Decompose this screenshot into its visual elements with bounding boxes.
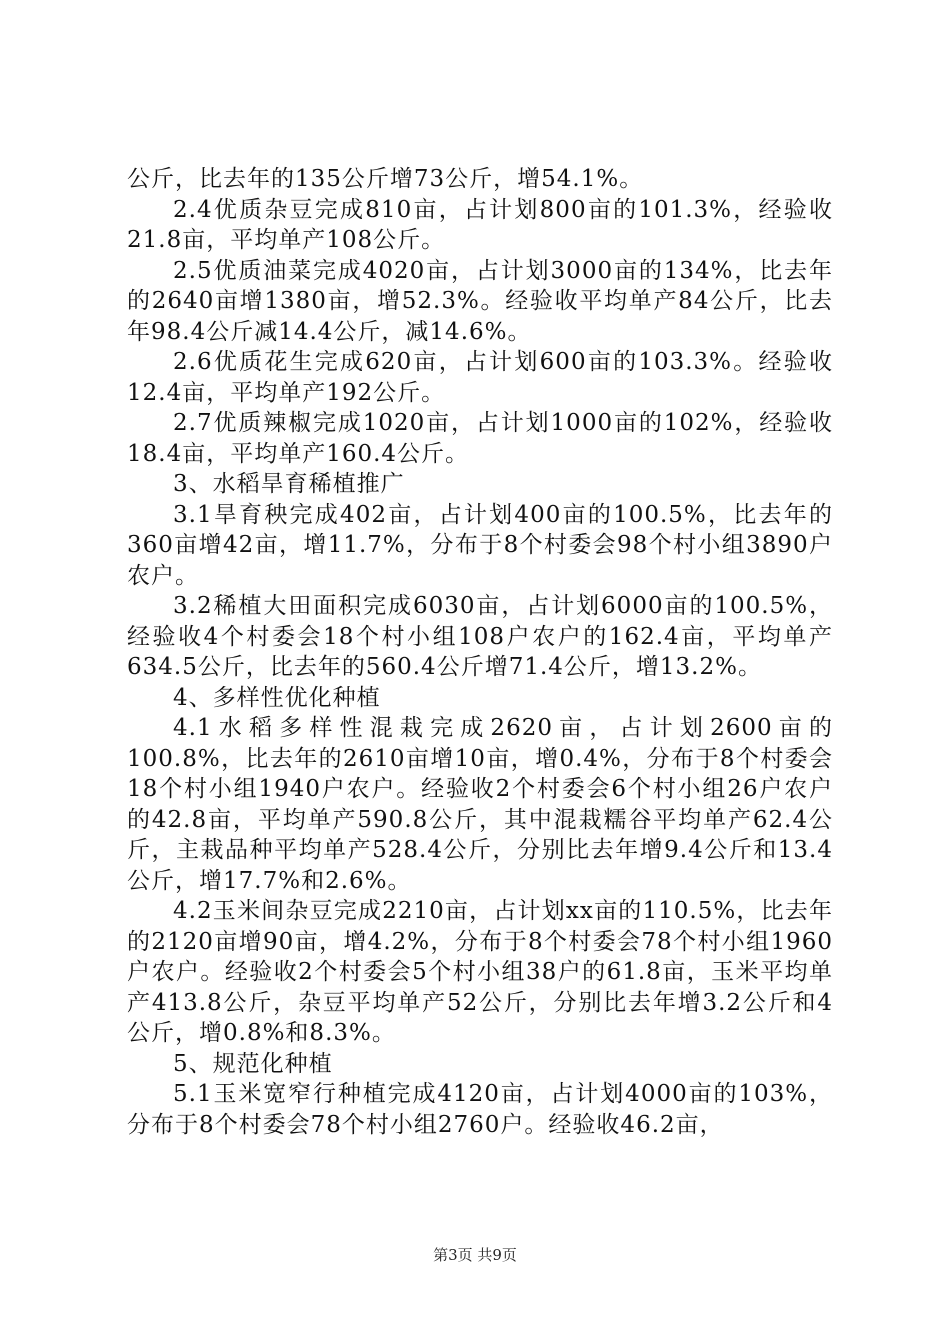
paragraph: 公斤，比去年的135公斤增73公斤，增54.1%。 bbox=[127, 166, 644, 192]
paragraph: 2.4优质杂豆完成810亩，占计划800亩的101.3%，经验收21.8亩，平均单产108公斤。 bbox=[127, 196, 833, 253]
paragraph: 2.7优质辣椒完成1020亩，占计划1000亩的102%，经验收18.4亩，平均单产160.4公斤。 bbox=[127, 410, 833, 467]
paragraph: 3.1旱育秧完成402亩，占计划400亩的100.5%，比去年的360亩增42亩，增11.7%，分布于8个村委会98个村小组3890户农户。 bbox=[127, 501, 833, 589]
paragraph: 4.1水稻多样性混栽完成2620亩，占计划2600亩的100.8%，比去年的2610亩增10亩，增0.4%，分布于8个村委会18个村小组1940户农户。经验收2个村委会6个村小组26户农户的42.8亩，平均单产590.8公斤，其中混栽糯谷平均单产62.4公斤，主栽品种平均单产528.4公斤，分别比去年增9.4公斤和13.4公斤，增17.7%和2.6%。 bbox=[127, 715, 833, 894]
section-heading: 4、多样性优化种植 bbox=[173, 684, 381, 711]
paragraph: 2.5优质油菜完成4020亩，占计划3000亩的134%，比去年的2640亩增1380亩，增52.3%。经验收平均单产84公斤，比去年98.4公斤减14.4公斤，减14.6%。 bbox=[127, 257, 833, 345]
paragraph: 4.2玉米间杂豆完成2210亩，占计划xx亩的110.5%，比去年的2120亩增90亩，增4.2%，分布于8个村委会78个村小组1960户农户。经验收2个村委会5个村小组38户的61.8亩，玉米平均单产413.8公斤，杂豆平均单产52公斤，分别比去年增3.2公斤和4公斤，增0.8%和8.3%。 bbox=[127, 898, 833, 1046]
paragraph: 5.1玉米宽窄行种植完成4120亩，占计划4000亩的103%，分布于8个村委会78个村小组2760户。经验收46.2亩， bbox=[127, 1081, 833, 1138]
section-heading: 3、水稻旱育稀植推广 bbox=[173, 471, 405, 497]
page-footer: 第3页 共9页 bbox=[433, 1246, 517, 1264]
paragraph: 3.2稀植大田面积完成6030亩，占计划6000亩的100.5%，经验收4个村委会18个村小组108户农户的162.4亩，平均单产634.5公斤，比去年的560.4公斤增71.4公斤，增13.2%。 bbox=[127, 593, 833, 680]
paragraph: 2.6优质花生完成620亩，占计划600亩的103.3%。经验收12.4亩，平均单产192公斤。 bbox=[127, 349, 833, 406]
document-body bbox=[127, 164, 833, 1140]
section-heading: 5、规范化种植 bbox=[173, 1050, 333, 1077]
